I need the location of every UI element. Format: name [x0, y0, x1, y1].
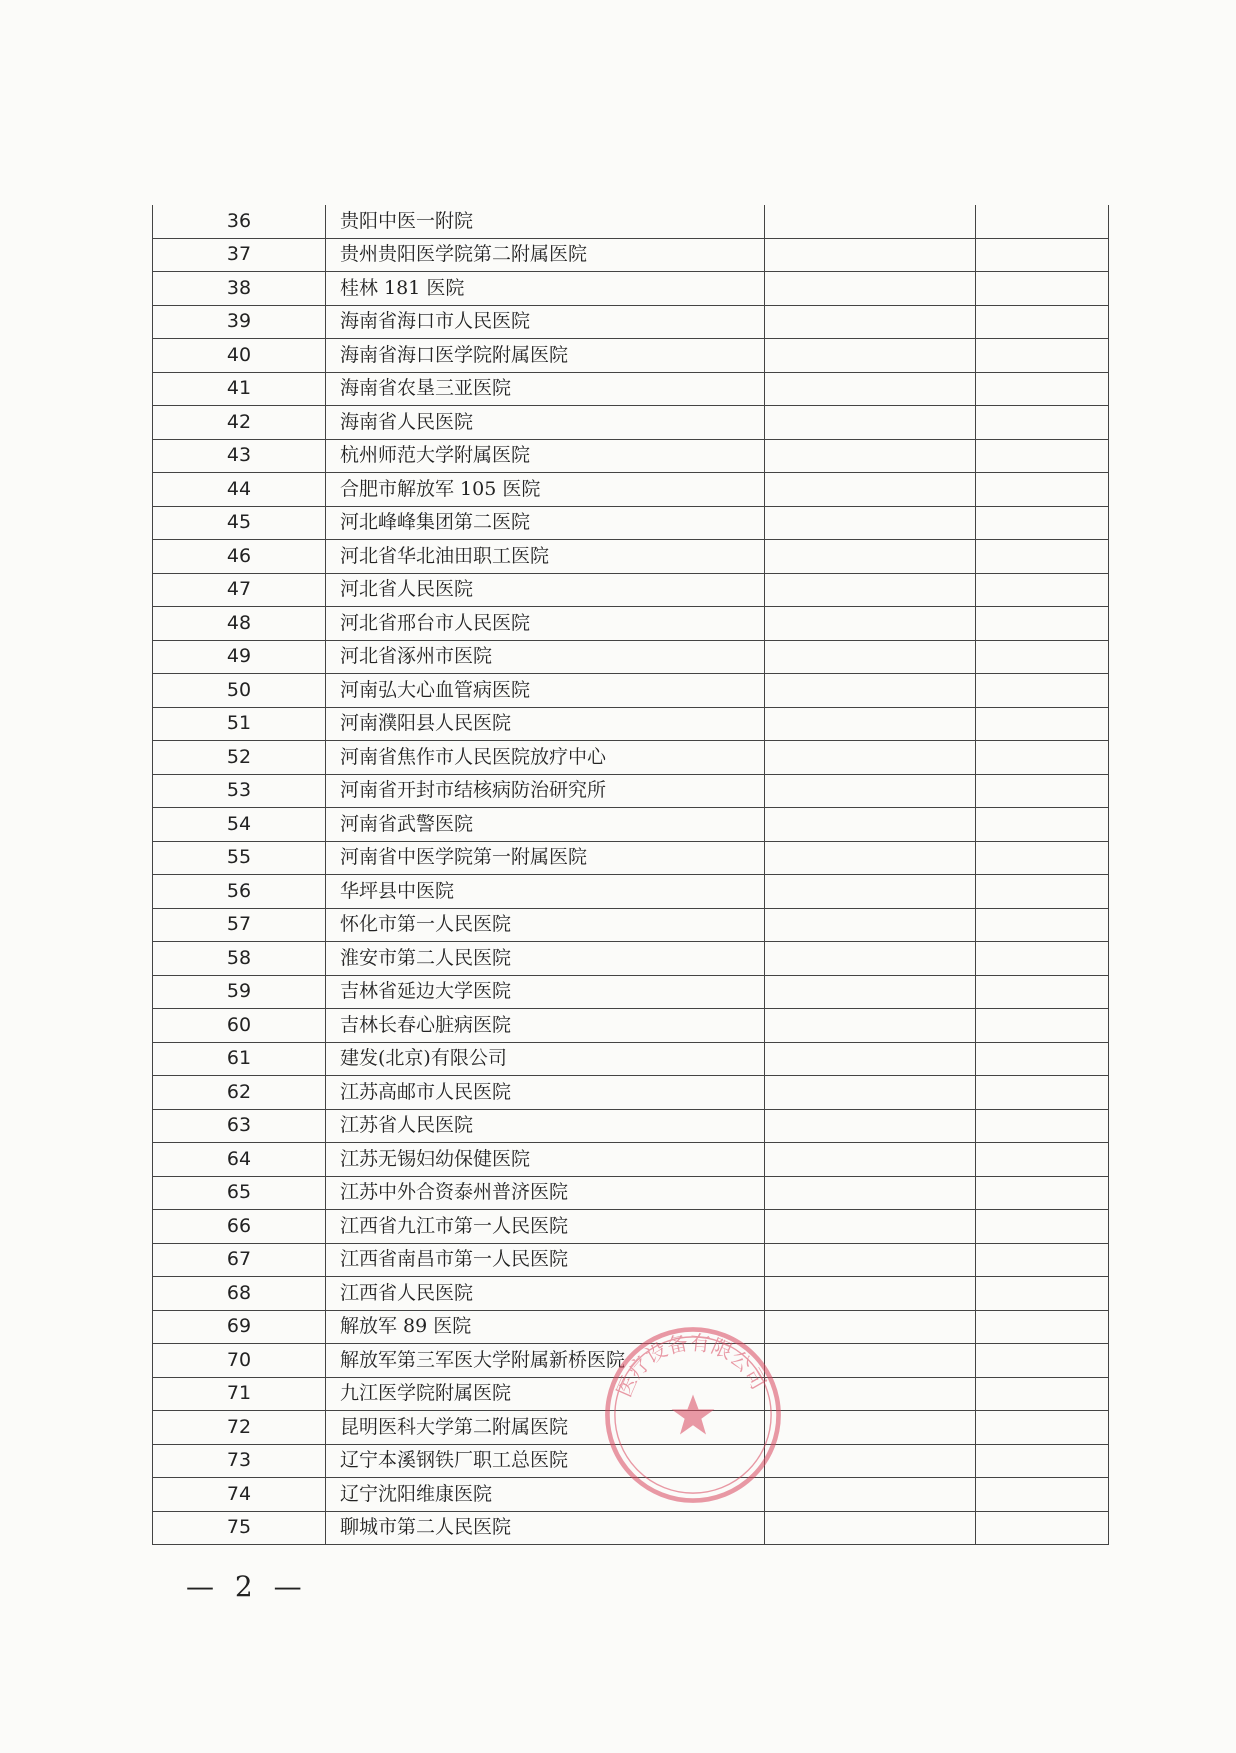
- empty-cell: [765, 942, 976, 976]
- empty-cell: [765, 1478, 976, 1512]
- empty-cell: [976, 942, 1109, 976]
- empty-cell: [976, 1478, 1109, 1512]
- empty-cell: [976, 439, 1109, 473]
- empty-cell: [976, 1076, 1109, 1110]
- row-number-cell: 57: [153, 908, 326, 942]
- hospital-name-cell: 解放军第三军医大学附属新桥医院: [326, 1344, 765, 1378]
- row-number-cell: 48: [153, 607, 326, 641]
- empty-cell: [765, 1042, 976, 1076]
- table-row: [153, 1277, 1109, 1311]
- empty-cell: [765, 473, 976, 507]
- hospital-name-cell: 九江医学院附属医院: [326, 1377, 765, 1411]
- row-number-cell: 75: [153, 1511, 326, 1545]
- hospital-name-cell: 聊城市第二人民医院: [326, 1511, 765, 1545]
- empty-cell: [765, 1310, 976, 1344]
- table-row: [153, 674, 1109, 708]
- table-row: [153, 272, 1109, 306]
- hospital-name-cell: 海南省海口医学院附属医院: [326, 339, 765, 373]
- empty-cell: [765, 1076, 976, 1110]
- row-number-cell: 71: [153, 1377, 326, 1411]
- hospital-name-cell: 辽宁沈阳维康医院: [326, 1478, 765, 1512]
- empty-cell: [976, 272, 1109, 306]
- row-number-cell: 65: [153, 1176, 326, 1210]
- row-number-cell: 62: [153, 1076, 326, 1110]
- table-row: [153, 1411, 1109, 1445]
- empty-cell: [976, 1210, 1109, 1244]
- row-number-cell: 40: [153, 339, 326, 373]
- hospital-name-cell: 河北峰峰集团第二医院: [326, 506, 765, 540]
- empty-cell: [765, 406, 976, 440]
- table-row: [153, 1511, 1109, 1545]
- hospital-name-cell: 合肥市解放军 105 医院: [326, 473, 765, 507]
- empty-cell: [976, 305, 1109, 339]
- hospital-name-cell: 河北省华北油田职工医院: [326, 540, 765, 574]
- empty-cell: [976, 640, 1109, 674]
- row-number-cell: 46: [153, 540, 326, 574]
- empty-cell: [765, 774, 976, 808]
- empty-cell: [976, 741, 1109, 775]
- hospital-name-cell: 河南省武警医院: [326, 808, 765, 842]
- table-row: [153, 908, 1109, 942]
- row-number-cell: 73: [153, 1444, 326, 1478]
- empty-cell: [765, 272, 976, 306]
- hospital-name-cell: 杭州师范大学附属医院: [326, 439, 765, 473]
- row-number-cell: 68: [153, 1277, 326, 1311]
- empty-cell: [976, 674, 1109, 708]
- row-number-cell: 59: [153, 975, 326, 1009]
- table-row: [153, 1344, 1109, 1378]
- empty-cell: [765, 841, 976, 875]
- table-row: [153, 238, 1109, 272]
- row-number-cell: 52: [153, 741, 326, 775]
- hospital-name-cell: 吉林省延边大学医院: [326, 975, 765, 1009]
- empty-cell: [976, 707, 1109, 741]
- table-row: [153, 406, 1109, 440]
- page-number: — 2 —: [186, 1570, 308, 1603]
- empty-cell: [976, 238, 1109, 272]
- empty-cell: [765, 1210, 976, 1244]
- row-number-cell: 43: [153, 439, 326, 473]
- empty-cell: [765, 707, 976, 741]
- row-number-cell: 49: [153, 640, 326, 674]
- hospital-name-cell: 河南省中医学院第一附属医院: [326, 841, 765, 875]
- table-row: [153, 1210, 1109, 1244]
- empty-cell: [976, 808, 1109, 842]
- table-row: [153, 439, 1109, 473]
- empty-cell: [976, 1344, 1109, 1378]
- empty-cell: [765, 1176, 976, 1210]
- hospital-list-table: [152, 205, 1109, 1545]
- table-row: [153, 1176, 1109, 1210]
- empty-cell: [976, 506, 1109, 540]
- table-row: [153, 573, 1109, 607]
- empty-cell: [976, 573, 1109, 607]
- table-row: [153, 473, 1109, 507]
- empty-cell: [765, 439, 976, 473]
- empty-cell: [765, 607, 976, 641]
- hospital-name-cell: 江苏高邮市人民医院: [326, 1076, 765, 1110]
- seal-text: 医疗设备有限公司: [611, 1330, 771, 1401]
- hospital-name-cell: 海南省海口市人民医院: [326, 305, 765, 339]
- empty-cell: [976, 473, 1109, 507]
- empty-cell: [765, 1143, 976, 1177]
- hospital-name-cell: 昆明医科大学第二附属医院: [326, 1411, 765, 1445]
- row-number-cell: 72: [153, 1411, 326, 1445]
- table-row: [153, 1076, 1109, 1110]
- empty-cell: [976, 1310, 1109, 1344]
- empty-cell: [765, 875, 976, 909]
- empty-cell: [976, 1444, 1109, 1478]
- empty-cell: [765, 1243, 976, 1277]
- empty-cell: [765, 1009, 976, 1043]
- table-row: [153, 1009, 1109, 1043]
- row-number-cell: 45: [153, 506, 326, 540]
- hospital-name-cell: 河北省邢台市人民医院: [326, 607, 765, 641]
- row-number-cell: 38: [153, 272, 326, 306]
- row-number-cell: 39: [153, 305, 326, 339]
- table-row: [153, 1478, 1109, 1512]
- empty-cell: [976, 1377, 1109, 1411]
- empty-cell: [976, 1411, 1109, 1445]
- row-number-cell: 44: [153, 473, 326, 507]
- hospital-name-cell: 河南弘大心血管病医院: [326, 674, 765, 708]
- hospital-name-cell: 江苏中外合资泰州普济医院: [326, 1176, 765, 1210]
- empty-cell: [976, 1511, 1109, 1545]
- row-number-cell: 66: [153, 1210, 326, 1244]
- empty-cell: [976, 607, 1109, 641]
- row-number-cell: 58: [153, 942, 326, 976]
- empty-cell: [976, 841, 1109, 875]
- table-row: [153, 1042, 1109, 1076]
- empty-cell: [976, 1109, 1109, 1143]
- empty-cell: [976, 205, 1109, 238]
- row-number-cell: 70: [153, 1344, 326, 1378]
- empty-cell: [765, 1444, 976, 1478]
- row-number-cell: 67: [153, 1243, 326, 1277]
- hospital-name-cell: 华坪县中医院: [326, 875, 765, 909]
- empty-cell: [976, 1042, 1109, 1076]
- table-row: [153, 540, 1109, 574]
- hospital-name-cell: 江苏无锡妇幼保健医院: [326, 1143, 765, 1177]
- empty-cell: [765, 1277, 976, 1311]
- empty-cell: [976, 540, 1109, 574]
- hospital-name-cell: 海南省人民医院: [326, 406, 765, 440]
- table-row: [153, 808, 1109, 842]
- row-number-cell: 41: [153, 372, 326, 406]
- table-row: [153, 841, 1109, 875]
- hospital-name-cell: 辽宁本溪钢铁厂职工总医院: [326, 1444, 765, 1478]
- empty-cell: [976, 339, 1109, 373]
- table-row: [153, 942, 1109, 976]
- table-row: [153, 506, 1109, 540]
- table-row: [153, 607, 1109, 641]
- row-number-cell: 64: [153, 1143, 326, 1177]
- empty-cell: [765, 372, 976, 406]
- table-row: [153, 875, 1109, 909]
- row-number-cell: 51: [153, 707, 326, 741]
- hospital-name-cell: 贵州贵阳医学院第二附属医院: [326, 238, 765, 272]
- empty-cell: [765, 305, 976, 339]
- row-number-cell: 55: [153, 841, 326, 875]
- row-number-cell: 47: [153, 573, 326, 607]
- hospital-name-cell: 贵阳中医一附院: [326, 205, 765, 238]
- row-number-cell: 50: [153, 674, 326, 708]
- empty-cell: [976, 1176, 1109, 1210]
- hospital-name-cell: 河南省开封市结核病防治研究所: [326, 774, 765, 808]
- hospital-name-cell: 江西省南昌市第一人民医院: [326, 1243, 765, 1277]
- table-row: [153, 1310, 1109, 1344]
- empty-cell: [765, 238, 976, 272]
- table-row: [153, 707, 1109, 741]
- row-number-cell: 56: [153, 875, 326, 909]
- empty-cell: [765, 506, 976, 540]
- table-row: [153, 339, 1109, 373]
- row-number-cell: 36: [153, 205, 326, 238]
- empty-cell: [976, 406, 1109, 440]
- empty-cell: [765, 1411, 976, 1445]
- hospital-name-cell: 海南省农垦三亚医院: [326, 372, 765, 406]
- empty-cell: [765, 975, 976, 1009]
- empty-cell: [765, 674, 976, 708]
- row-number-cell: 61: [153, 1042, 326, 1076]
- table-row: [153, 372, 1109, 406]
- empty-cell: [976, 1243, 1109, 1277]
- hospital-name-cell: 江西省人民医院: [326, 1277, 765, 1311]
- empty-cell: [765, 808, 976, 842]
- table-row: [153, 975, 1109, 1009]
- row-number-cell: 42: [153, 406, 326, 440]
- hospital-name-cell: 河北省涿州市医院: [326, 640, 765, 674]
- empty-cell: [976, 1009, 1109, 1043]
- row-number-cell: 63: [153, 1109, 326, 1143]
- empty-cell: [976, 875, 1109, 909]
- empty-cell: [976, 908, 1109, 942]
- empty-cell: [976, 1143, 1109, 1177]
- hospital-name-cell: 河南省焦作市人民医院放疗中心: [326, 741, 765, 775]
- empty-cell: [765, 573, 976, 607]
- empty-cell: [976, 1277, 1109, 1311]
- hospital-name-cell: 河北省人民医院: [326, 573, 765, 607]
- empty-cell: [765, 1511, 976, 1545]
- table-row: [153, 1243, 1109, 1277]
- table-row: [153, 741, 1109, 775]
- empty-cell: [976, 774, 1109, 808]
- table-row: [153, 774, 1109, 808]
- row-number-cell: 53: [153, 774, 326, 808]
- row-number-cell: 60: [153, 1009, 326, 1043]
- hospital-name-cell: 建发(北京)有限公司: [326, 1042, 765, 1076]
- empty-cell: [765, 540, 976, 574]
- empty-cell: [765, 205, 976, 238]
- row-number-cell: 69: [153, 1310, 326, 1344]
- table-row: [153, 1109, 1109, 1143]
- row-number-cell: 54: [153, 808, 326, 842]
- hospital-name-cell: 桂林 181 医院: [326, 272, 765, 306]
- empty-cell: [765, 741, 976, 775]
- empty-cell: [976, 975, 1109, 1009]
- table-row: [153, 1377, 1109, 1411]
- hospital-name-cell: 解放军 89 医院: [326, 1310, 765, 1344]
- empty-cell: [976, 372, 1109, 406]
- empty-cell: [765, 1377, 976, 1411]
- empty-cell: [765, 640, 976, 674]
- empty-cell: [765, 339, 976, 373]
- table-row: [153, 640, 1109, 674]
- hospital-name-cell: 淮安市第二人民医院: [326, 942, 765, 976]
- table-row: [153, 305, 1109, 339]
- empty-cell: [765, 908, 976, 942]
- row-number-cell: 37: [153, 238, 326, 272]
- table-row: [153, 205, 1109, 238]
- hospital-name-cell: 吉林长春心脏病医院: [326, 1009, 765, 1043]
- hospital-name-cell: 怀化市第一人民医院: [326, 908, 765, 942]
- table-row: [153, 1143, 1109, 1177]
- hospital-list-body: [153, 205, 1109, 1545]
- hospital-name-cell: 江苏省人民医院: [326, 1109, 765, 1143]
- table-row: [153, 1444, 1109, 1478]
- row-number-cell: 74: [153, 1478, 326, 1512]
- hospital-name-cell: 河南濮阳县人民医院: [326, 707, 765, 741]
- empty-cell: [765, 1109, 976, 1143]
- empty-cell: [765, 1344, 976, 1378]
- hospital-name-cell: 江西省九江市第一人民医院: [326, 1210, 765, 1244]
